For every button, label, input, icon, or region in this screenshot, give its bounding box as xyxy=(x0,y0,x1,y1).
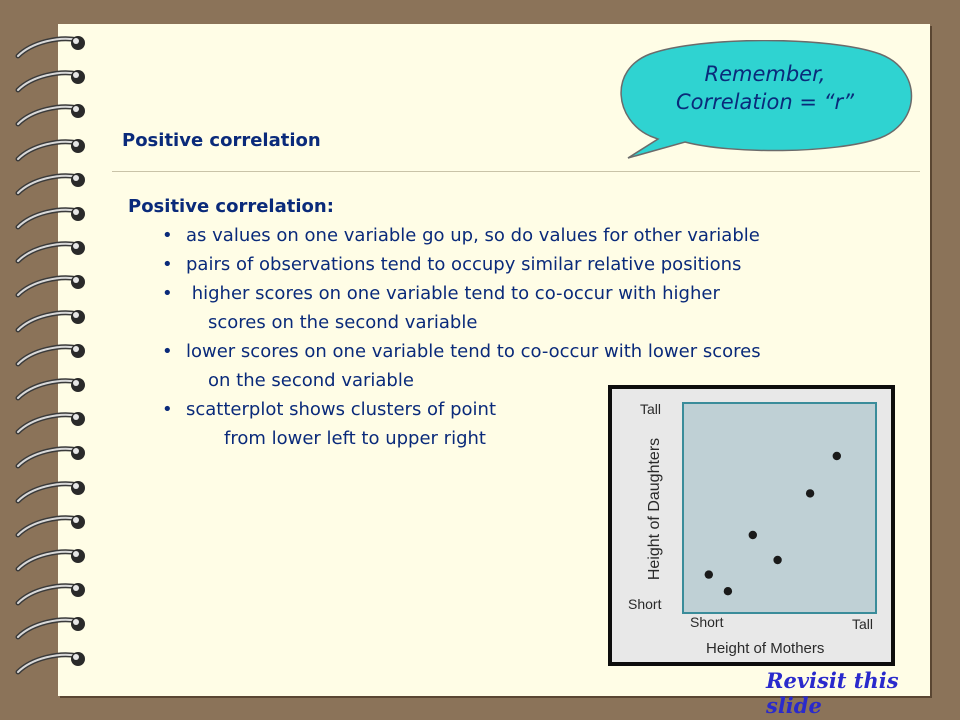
binding-ring xyxy=(12,98,92,134)
bullet-text-continued: on the second variable xyxy=(208,370,414,391)
bullet-icon: • xyxy=(162,341,173,362)
binding-ring xyxy=(12,304,92,340)
callout-text xyxy=(640,60,890,116)
binding-ring xyxy=(12,133,92,169)
binding-ring xyxy=(12,646,92,682)
bullet-text-continued: scores on the second variable xyxy=(208,312,478,333)
binding-ring xyxy=(12,30,92,66)
binding-ring xyxy=(12,577,92,613)
scatterplot-figure xyxy=(608,385,895,666)
bullet-item xyxy=(156,221,918,250)
bullet-icon: • xyxy=(162,283,173,304)
plot-points-layer xyxy=(684,404,875,612)
title-divider xyxy=(112,171,920,172)
binding-ring xyxy=(12,475,92,511)
callout-line-1: Remember, xyxy=(704,62,826,86)
figure-panel xyxy=(612,389,891,662)
binding-ring xyxy=(12,201,92,237)
bullet-text: scatterplot shows clusters of point xyxy=(186,399,497,420)
bullet-text-continued: from lower left to upper right xyxy=(224,428,486,449)
binding-ring xyxy=(12,167,92,203)
scatter-point xyxy=(749,531,757,539)
bullet-icon: • xyxy=(162,254,173,275)
x-right-label: Tall xyxy=(852,616,874,632)
x-axis-title: Height of Mothers xyxy=(706,640,825,657)
y-top-label: Tall xyxy=(640,401,662,417)
bullet-item xyxy=(156,250,918,279)
content-heading: Positive correlation: xyxy=(128,196,334,217)
binding-ring xyxy=(12,338,92,374)
y-bottom-label: Short xyxy=(628,596,662,612)
bullet-icon: • xyxy=(162,225,173,246)
plot-area xyxy=(682,402,877,614)
slide-title: Positive correlation xyxy=(122,130,321,151)
callout-line-2: Correlation = “r” xyxy=(676,90,854,114)
binding-ring xyxy=(12,372,92,408)
x-left-label: Short xyxy=(690,614,724,630)
bullet-text: lower scores on one variable tend to co-occur with lower scores xyxy=(186,341,761,362)
bullet-text: pairs of observations tend to occupy similar relative positions xyxy=(186,254,742,275)
bullet-text: higher scores on one variable tend to co-occur with higher xyxy=(186,283,720,304)
bullet-icon: • xyxy=(162,399,173,420)
scatter-point xyxy=(773,556,781,564)
binding-ring xyxy=(12,543,92,579)
binding-ring xyxy=(12,406,92,442)
scatter-point xyxy=(806,489,814,497)
spiral-binding xyxy=(0,30,100,710)
scatter-point xyxy=(705,570,713,578)
scatter-point xyxy=(724,587,732,595)
binding-ring xyxy=(12,235,92,271)
bullet-item xyxy=(156,279,918,337)
binding-ring xyxy=(12,509,92,545)
binding-ring xyxy=(12,611,92,647)
y-axis-title: Height of Daughters xyxy=(646,437,663,581)
scatter-point xyxy=(833,452,841,460)
binding-ring xyxy=(12,64,92,100)
revisit-slide-link[interactable]: Revisit this slide xyxy=(766,668,899,718)
binding-ring xyxy=(12,440,92,476)
binding-ring xyxy=(12,269,92,305)
bullet-text: as values on one variable go up, so do values for other variable xyxy=(186,225,760,246)
